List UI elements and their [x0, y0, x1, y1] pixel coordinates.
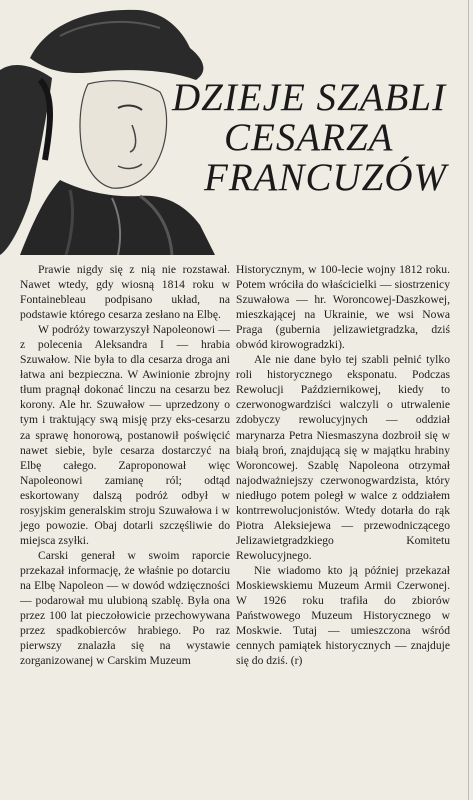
- left-column: [20, 262, 230, 668]
- paragraph: Ale nie dane było tej szabli pełnić tylko roli historycznego eksponatu. Podczas Rewolucji Październikowej, kiedy to czerwonogwardziści walczyli o utrwalenie zdobyczy rewolucyjnych — oddział marynarza Petra Niesmaszyna dozbroił się w białą broń, znajdującą się w majątku hrabiny Woroncowej. Szablę Napoleona otrzymał najodważniejszy czerwonogwardzista, który niedługo potem poległ w walce z oddziałem kontrrewolucjonistów. Wtedy dotarła do rąk Piotra Aleksiejewa — przewodniczącego Jelizawietgradzkiego Komitetu Rewolucyjnego.: [236, 353, 450, 562]
- title-line-1: DZIEJE SZABLI: [172, 76, 447, 119]
- page-edge-divider: [468, 0, 469, 800]
- paragraph: Nie wiadomo kto ją później przekazał Moskiewskiemu Muzeum Armii Czerwonej. W 1926 roku trafiła do zbiorów Państwowego Muzeum Historycznego w Moskwie. Tutaj — umieszczona wśród cennych pamiątek historycznych — znajduje się do dziś. (r): [236, 563, 450, 668]
- title-line-3: FRANCUZÓW: [204, 156, 447, 199]
- title-line-2: CESARZA: [224, 116, 394, 159]
- paragraph: Carski generał w swoim raporcie przekazał informację, że właśnie po dotarciu na Elbę Napoleon — w dowód wdzięczności — podarował mu ulubioną szablę. Była ona przez 100 lat pieczołowicie przechowywana przez spadkobierców hrabiego. Po raz pierwszy znalazła się na wystawie zorganizowanej w Carskim Muzeum: [20, 548, 230, 668]
- paragraph: Historycznym, w 100-lecie wojny 1812 roku. Potem wróciła do właścicielki — siostrzenicy Szuwałowa — hr. Woroncowej-Daszkowej, mieszkającej na Ukrainie, we wsi Nowa Praga (gubernia jelizawietgradzka, dziś obwód kirowogradzki).: [236, 263, 450, 352]
- right-column: [236, 262, 450, 668]
- paragraph: W podróży towarzyszył Napoleonowi — z polecenia Aleksandra I — hrabia Szuwałow. Nie była to dla cesarza droga ani łatwa ani bezpieczna. W Awinionie zbrojny tłum pragnął dokonać linczu na cesarzu bez korony. Ale hr. Szuwałow — uprzedzony o tym i traktujący swą misję przy eks-cesarzu za sprawę honorową, postanowił poświęcić nawet siebie, byle cesarza dostarczyć na Elbę całego. Zaproponował więc Napoleonowi zamianę ról; odtąd eskortowany dalszą podróż odbył w rosyjskim generalskim stroju Szuwałowa i w jego powozie. Obaj dotarli szczęśliwie do miejsca zsyłki.: [20, 323, 230, 547]
- paragraph: Prawie nigdy się z nią nie rozstawał. Nawet wtedy, gdy wiosną 1814 roku w Fontainebleau podpisano układ, na podstawie którego cesarza zesłano na Elbę.: [20, 263, 230, 322]
- article-title: [172, 78, 472, 198]
